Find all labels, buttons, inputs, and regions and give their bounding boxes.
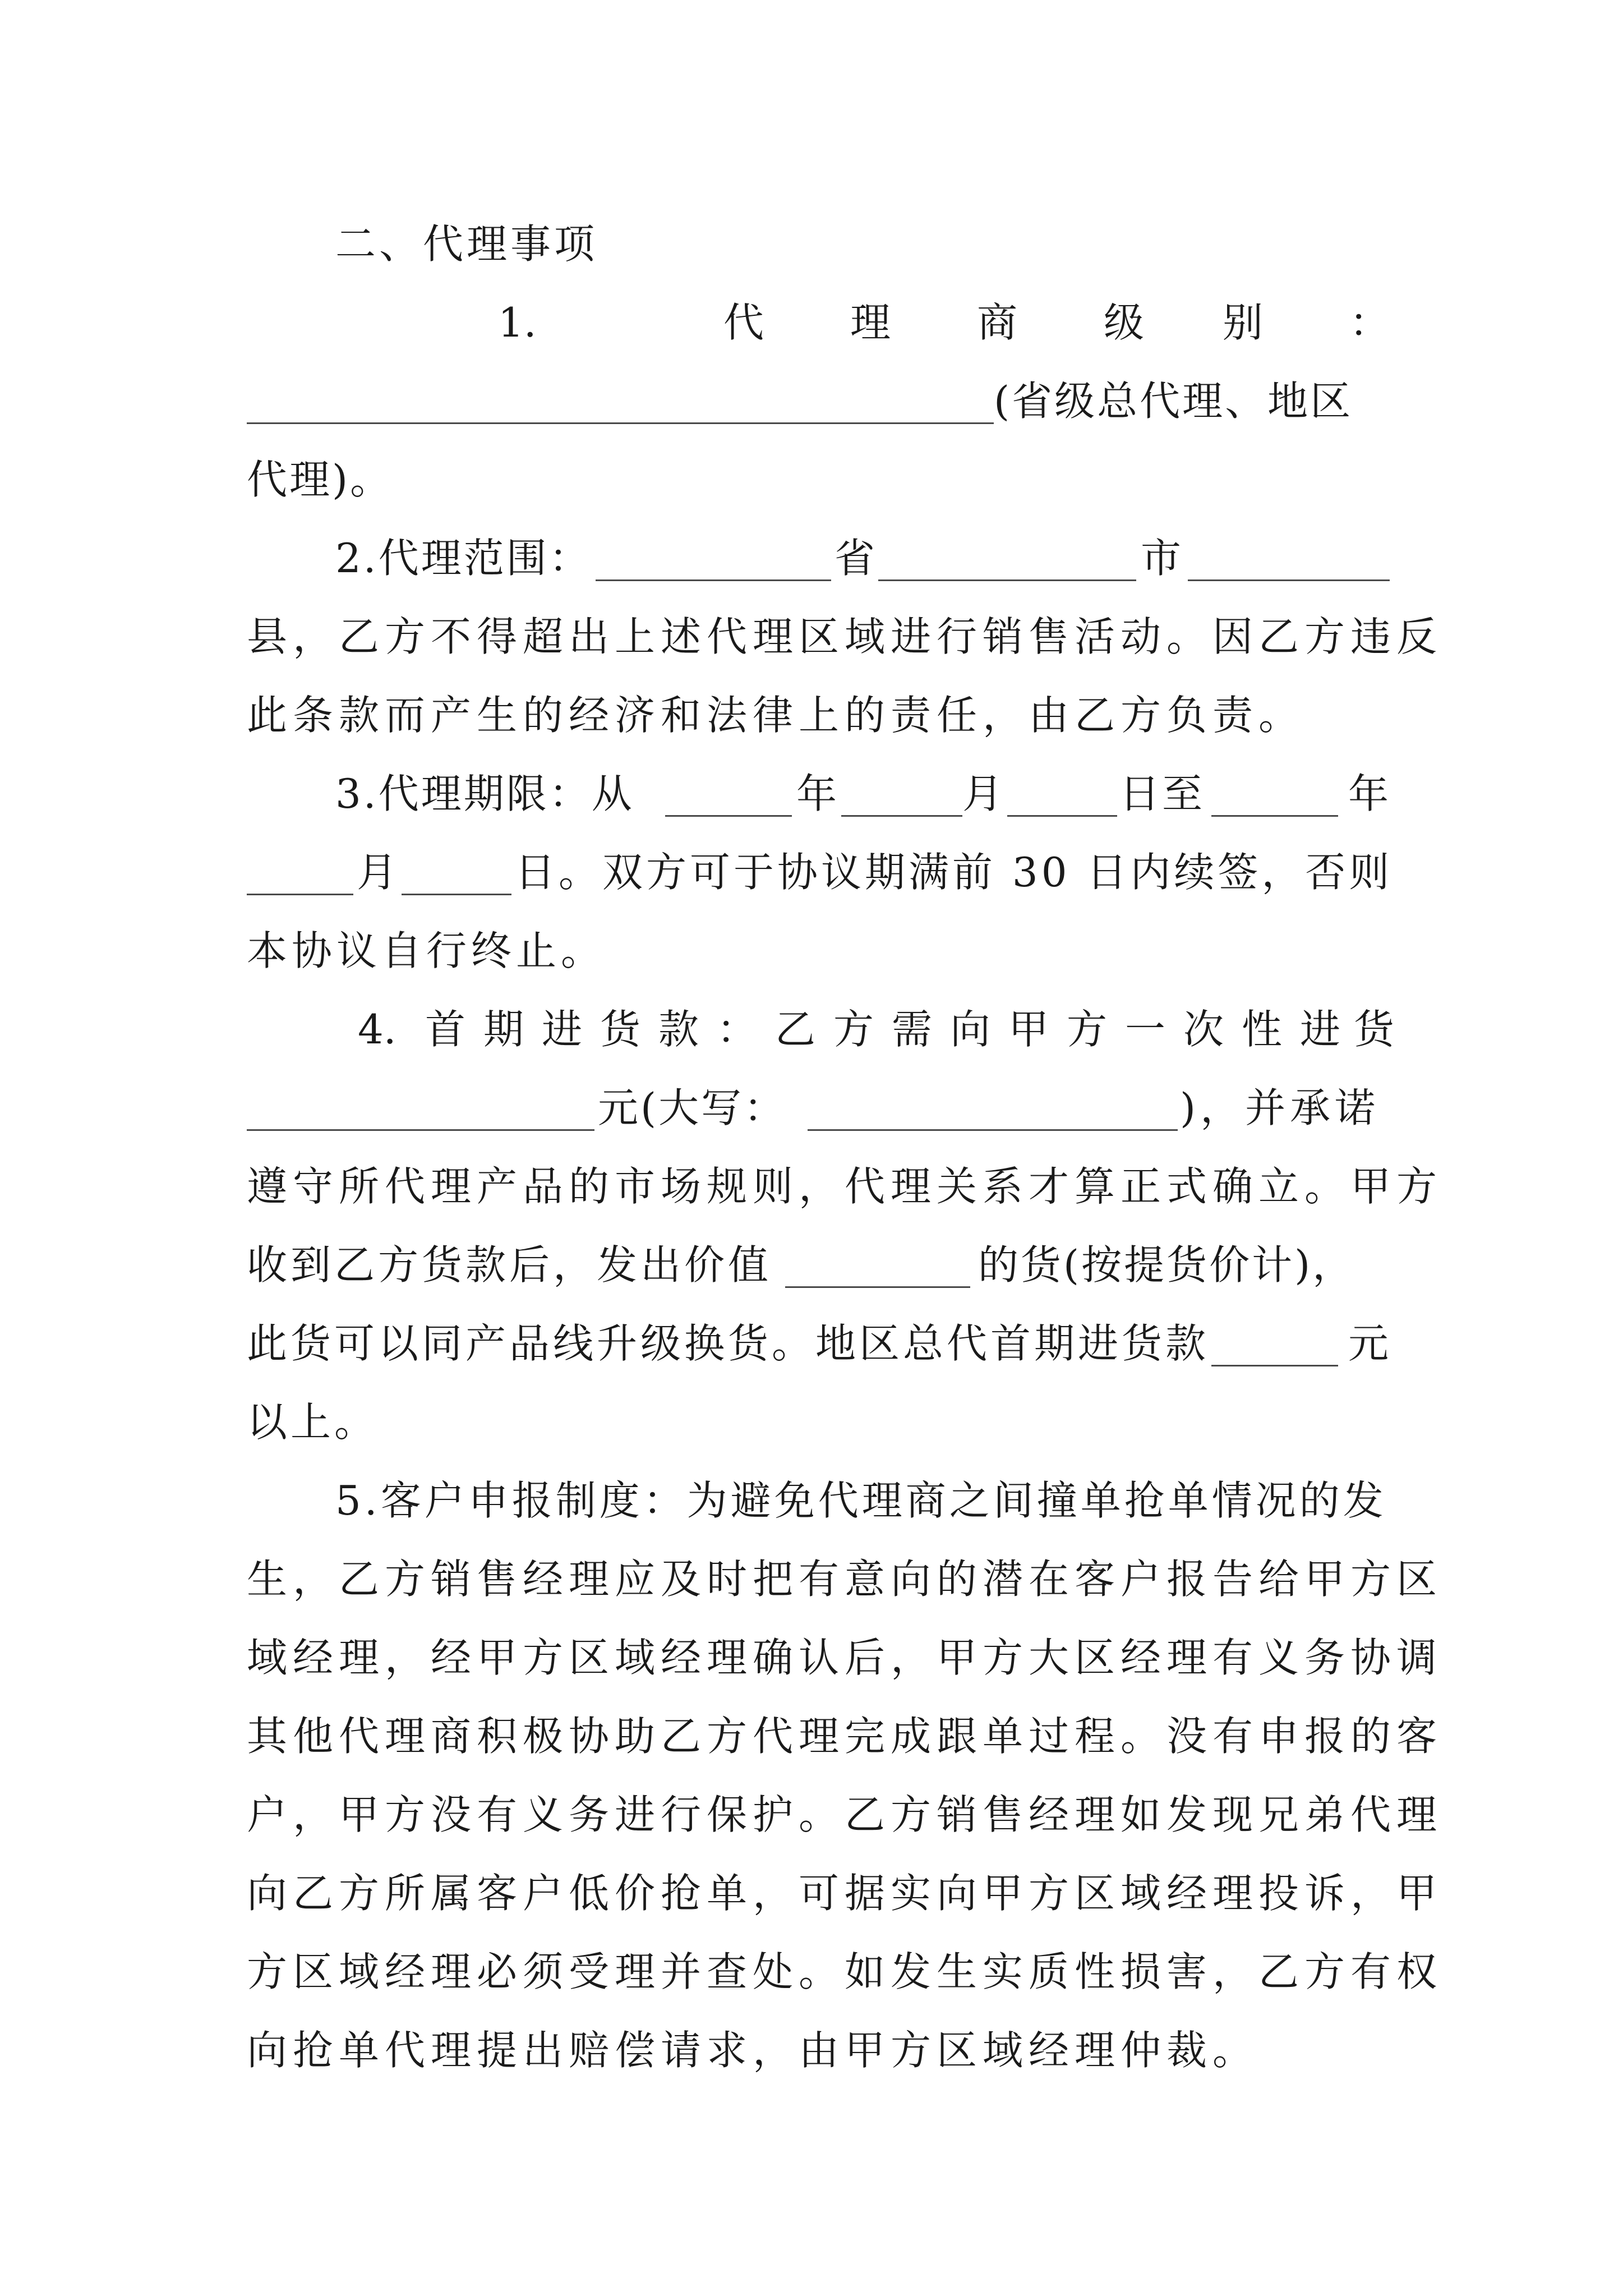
- item4-label-char: 方: [833, 1006, 874, 1053]
- county-blank: [1188, 579, 1390, 581]
- start-month-text: 月: [962, 770, 1003, 817]
- yuan-text: 元: [1348, 1320, 1389, 1367]
- section-heading: 二、代理事项: [335, 220, 598, 268]
- item4-label-char: 货: [600, 1006, 641, 1053]
- start-year-text: 年: [796, 770, 837, 817]
- above-text: 以上。: [247, 1398, 379, 1446]
- item3-line-b: [0, 833, 1623, 912]
- item4-label-char: 甲: [1008, 1006, 1049, 1053]
- item4-line-d: [0, 1226, 1623, 1304]
- item4-label-char: 方: [1067, 1006, 1108, 1053]
- yuan-daxie-text: 元(大写：: [598, 1084, 787, 1131]
- item2-line-c: [0, 676, 1623, 754]
- item2-line-b: [0, 597, 1623, 676]
- item1-label-char: 级: [1104, 299, 1145, 346]
- start-day-blank: [1007, 815, 1117, 817]
- item4-line-b: [0, 1069, 1623, 1147]
- item1-label-char: 商: [977, 299, 1018, 346]
- item4-line-f: [0, 1383, 1623, 1461]
- item5-text: 生，乙方销售经理应及时把有意向的潜在客户报告给甲方区: [247, 1556, 1443, 1603]
- item5-text: 其他代理商积极协助乙方代理完成跟单过程。没有申报的客: [247, 1713, 1443, 1760]
- item4-label-char: 次: [1183, 1006, 1224, 1053]
- item3-line-a: [0, 754, 1623, 833]
- item4-line-c: [0, 1147, 1623, 1226]
- item4-label-char: 性: [1242, 1006, 1283, 1053]
- item1-label-char: ：: [1349, 299, 1390, 346]
- item1-label-char: 理: [850, 299, 891, 346]
- item5-line: [0, 1854, 1623, 1932]
- goods-value-blank: [785, 1286, 970, 1288]
- termination-clause: 本协议自行终止。: [247, 927, 606, 974]
- item1-line-a: [0, 283, 1623, 362]
- item5-text: 域经理，经甲方区域经理确认后，甲方大区经理有义务协调: [247, 1634, 1443, 1681]
- item4-label-char: 进: [542, 1006, 583, 1053]
- item5-line: [0, 1618, 1623, 1697]
- item4-label-char: 款: [658, 1006, 699, 1053]
- item3-label: 3.代理期限：从: [335, 770, 634, 817]
- item4-label-char: 向: [950, 1006, 991, 1053]
- item4-label-char: 期: [483, 1006, 524, 1053]
- item5-text: 5.客户申报制度：为避免代理商之间撞单抢单情况的发: [335, 1477, 1387, 1524]
- item1-number: 1.: [498, 299, 537, 346]
- goods-text: 的货(按提货价计)，: [978, 1241, 1355, 1289]
- city-text: 市: [1141, 535, 1182, 582]
- start-year-blank: [665, 815, 792, 817]
- end-year-text: 年: [1348, 770, 1389, 817]
- item4-label-char: 一: [1125, 1006, 1166, 1053]
- item1-line-c: [0, 440, 1623, 519]
- item4-label-char: 需: [892, 1006, 933, 1053]
- item5-line: [0, 1461, 1623, 1540]
- province-blank: [596, 579, 831, 581]
- upgrade-text: 此货可以同产品线升级换货。地区总代首期进货款: [247, 1320, 1210, 1367]
- item5-text: 向乙方所属客户低价抢单，可据实向甲方区域经理投诉，甲: [247, 1870, 1443, 1917]
- initial-payment-blank: [247, 1129, 594, 1131]
- item5-text: 向抢单代理提出赔偿请求，由甲方区域经理仲裁。: [247, 2027, 1259, 2074]
- item4-label-char: 首: [425, 1006, 466, 1053]
- item5-line: [0, 2011, 1623, 2090]
- item3-line-c: [0, 912, 1623, 990]
- item5-text: 户，甲方没有义务进行保护。乙方销售经理如发现兄弟代理: [247, 1791, 1443, 1838]
- city-blank: [878, 579, 1136, 581]
- province-text: 省: [834, 535, 875, 582]
- agent-level-options-end: 代理)。: [247, 456, 393, 503]
- start-month-blank: [841, 815, 962, 817]
- end-month-text: 月: [357, 849, 398, 896]
- item4-line-e: [0, 1304, 1623, 1383]
- market-rules-text: 遵守所代理产品的市场规则，代理关系才算正式确立。甲方: [247, 1163, 1443, 1210]
- item5-line: [0, 1540, 1623, 1618]
- agent-level-blank: [247, 422, 994, 424]
- item4-label-char: 货: [1354, 1006, 1395, 1053]
- end-day-blank: [402, 894, 511, 895]
- item1-label-char: 别: [1223, 299, 1264, 346]
- item1-line-b: [0, 362, 1623, 440]
- agent-level-options: (省级总代理、地区: [994, 378, 1353, 425]
- item4-label-char: 进: [1300, 1006, 1341, 1053]
- day-to-text: 日至: [1119, 770, 1205, 817]
- end-year-blank: [1211, 815, 1338, 817]
- regional-payment-blank: [1211, 1365, 1338, 1366]
- renewal-clause: 日。双方可于协议期满前 30 日内续签，否则: [515, 849, 1393, 896]
- section-heading-line: [0, 205, 1623, 283]
- end-month-blank: [247, 894, 353, 895]
- item1-label-char: 代: [723, 299, 764, 346]
- item5-line: [0, 1697, 1623, 1775]
- commit-text: )，并承诺: [1180, 1084, 1380, 1131]
- received-text: 收到乙方货款后，发出价值: [247, 1241, 772, 1289]
- item2-label: 2.代理范围：: [335, 535, 592, 582]
- item5-line: [0, 1932, 1623, 2011]
- item4-line-a: [0, 990, 1623, 1069]
- item2-line-a: [0, 519, 1623, 597]
- item4-label-char: 4.: [358, 1006, 396, 1053]
- item4-label-char: 乙: [775, 1006, 816, 1053]
- responsibility-clause: 此条款而产生的经济和法律上的责任，由乙方负责。: [247, 692, 1305, 739]
- item5-text: 方区域经理必须受理并查处。如发生实质性损害，乙方有权: [247, 1948, 1443, 1995]
- item5-line: [0, 1775, 1623, 1854]
- county-clause: 县，乙方不得超出上述代理区域进行销售活动。因乙方违反: [247, 613, 1443, 660]
- payment-words-blank: [808, 1129, 1178, 1131]
- item4-label-char: ：: [717, 1006, 758, 1053]
